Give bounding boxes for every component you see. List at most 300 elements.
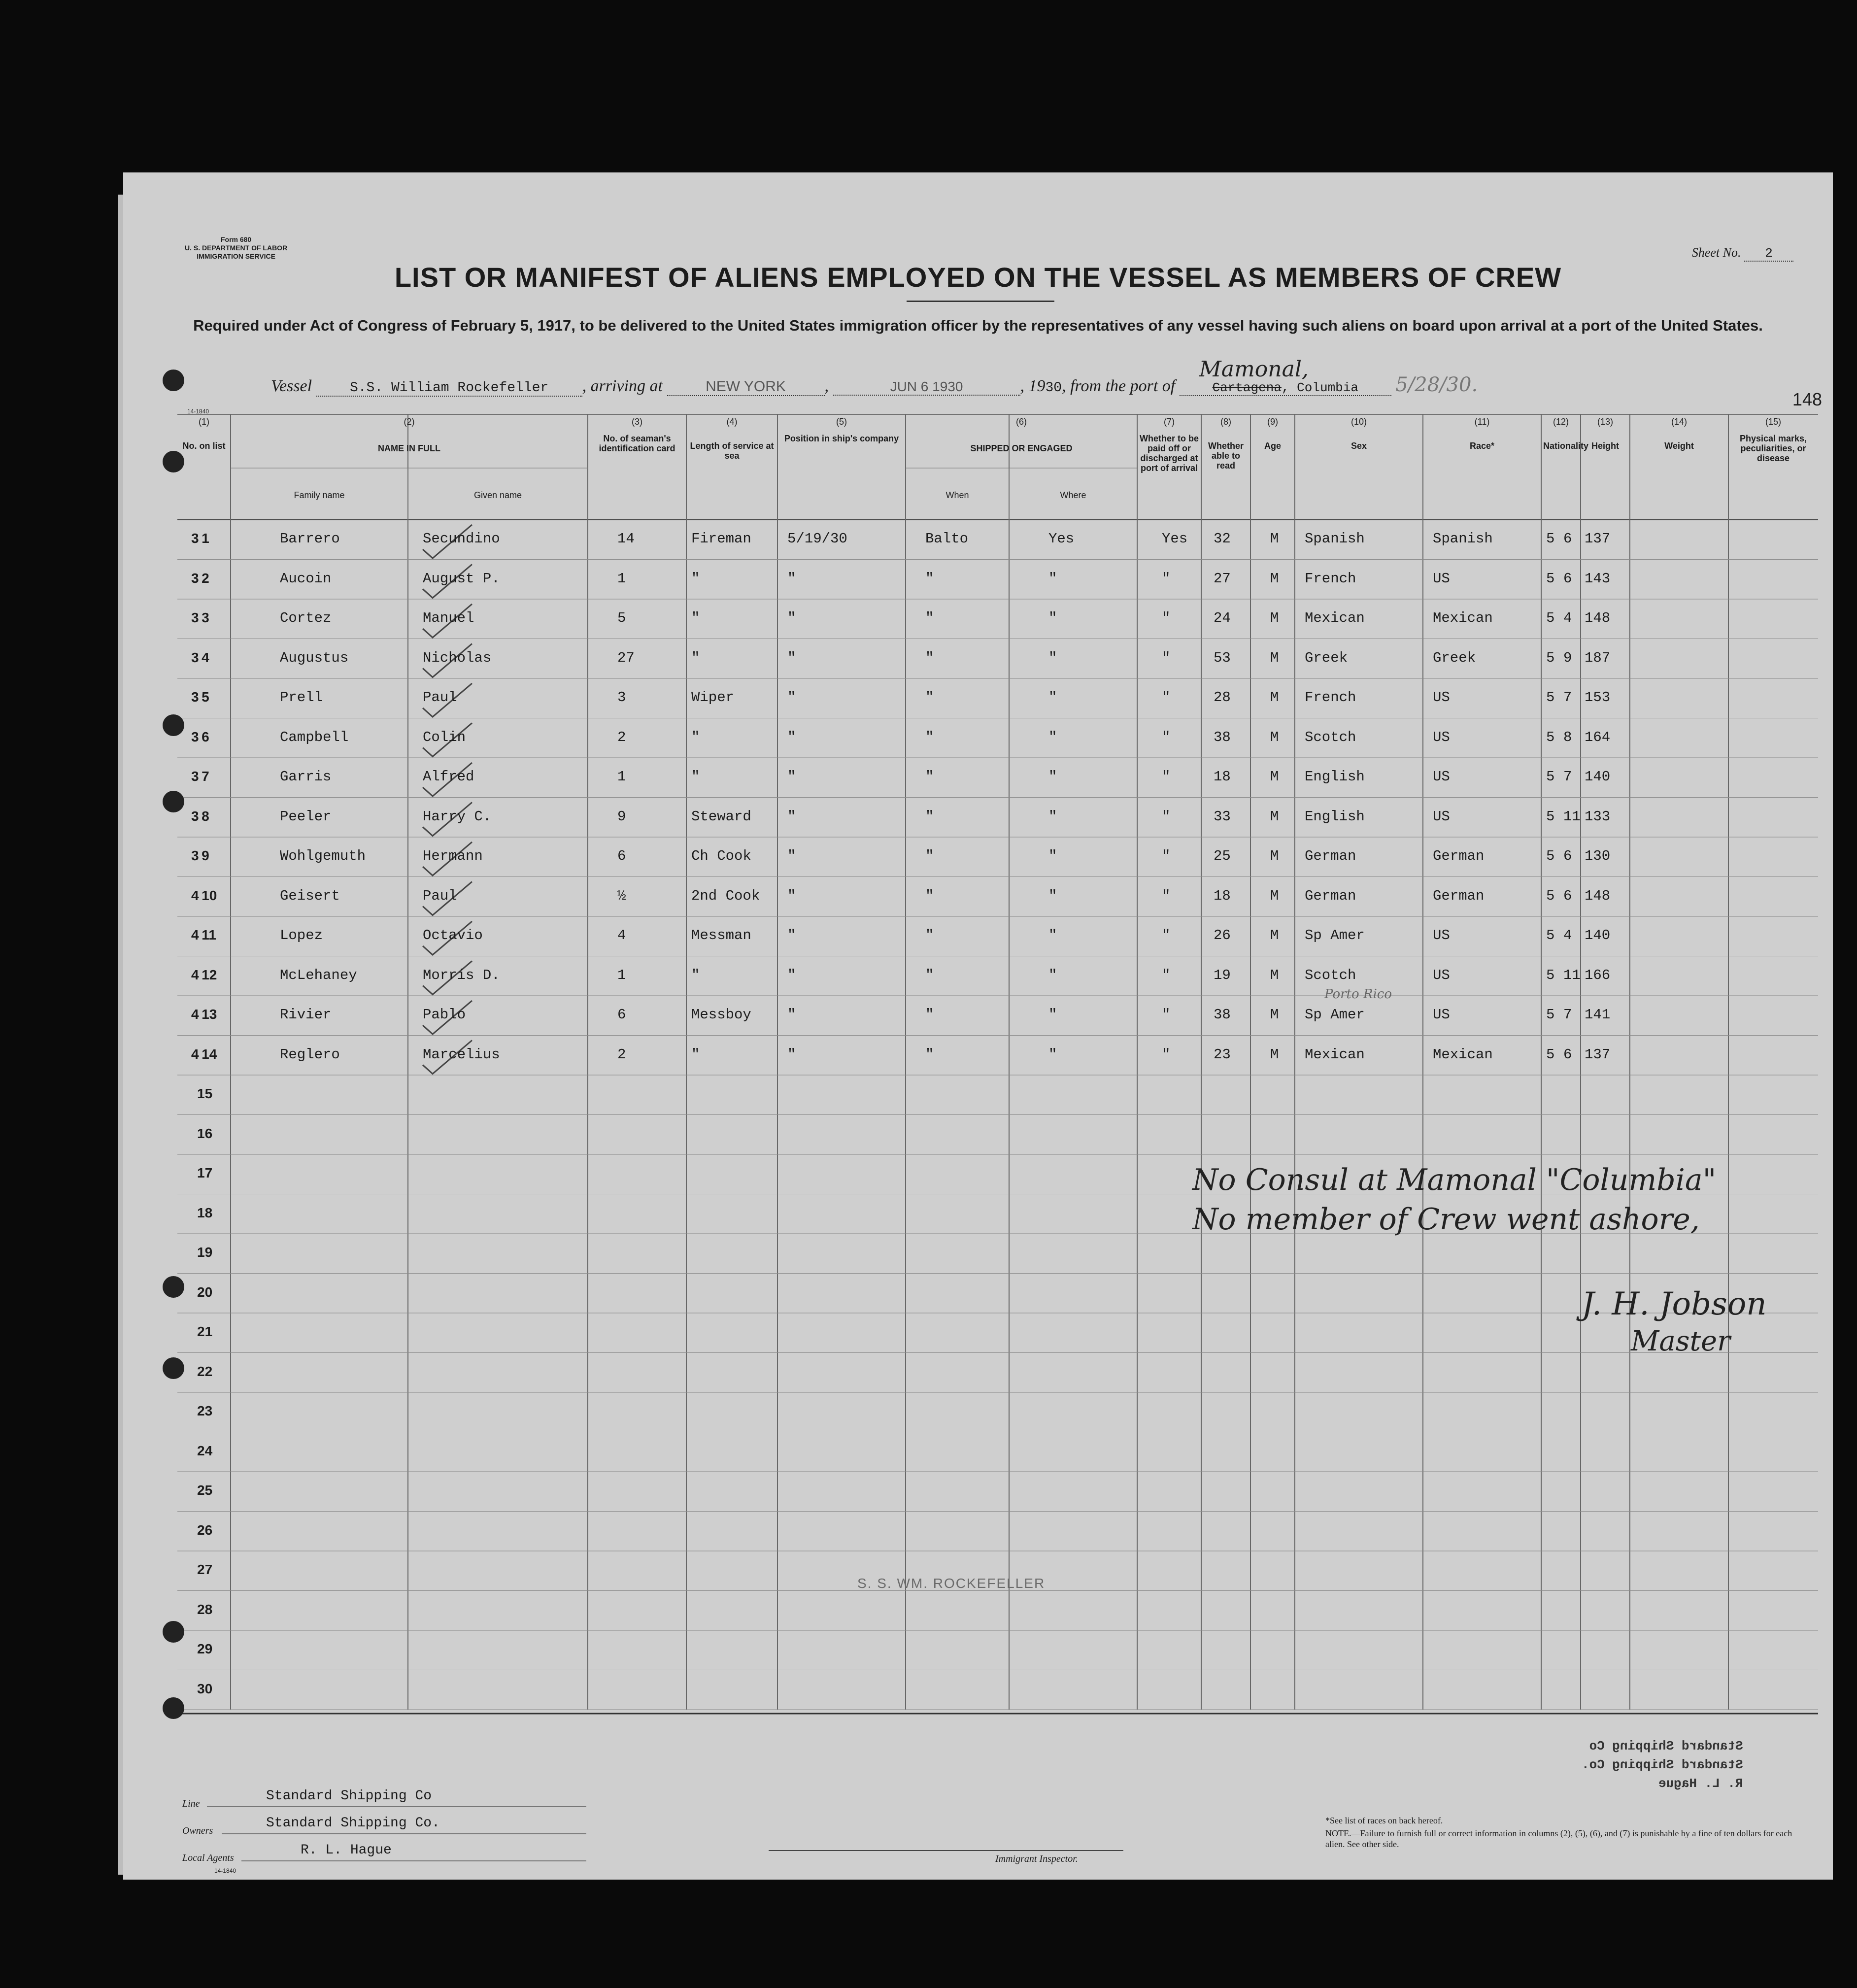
form-code-top: 14-1840 — [187, 408, 209, 415]
height-feet: 5 — [1546, 887, 1555, 904]
family-name: Reglero — [280, 1046, 340, 1063]
from-port-crossed: Cartagena — [1212, 380, 1282, 395]
form-code-bottom: 14-1840 — [214, 1867, 236, 1874]
given-name: Nicholas — [423, 649, 492, 666]
punch-hole — [163, 1621, 184, 1643]
age: 33 — [1214, 808, 1231, 825]
from-port-label: , from the port of — [1062, 377, 1176, 395]
age: 32 — [1214, 531, 1231, 547]
weight: 141 — [1585, 1007, 1611, 1023]
paid-off: " — [1048, 1007, 1057, 1023]
department-name: U. S. DEPARTMENT OF LABOR — [185, 244, 288, 252]
column-number: (11) — [1474, 417, 1490, 427]
shipped-where: Balto — [925, 531, 969, 547]
able-to-read: " — [1162, 729, 1171, 745]
sex: M — [1270, 927, 1279, 943]
column-header: Length of service at sea — [690, 441, 774, 461]
column-subheader: When — [945, 490, 969, 500]
column-number: (2) — [404, 417, 415, 427]
age: 28 — [1214, 689, 1231, 706]
paid-off: " — [1048, 967, 1057, 983]
height-inches: 4 — [1563, 927, 1572, 943]
height-inches: 6 — [1563, 531, 1572, 547]
paid-off: " — [1048, 649, 1057, 666]
family-name: Augustus — [280, 649, 349, 666]
height-feet: 5 — [1546, 769, 1555, 785]
vessel-line: Vessel S.S. William Rockefeller , arriving at NEW YORK , JUN 6 1930 , 1930, from the port of Cartagena, Columbia Mamonal, 5/28/30. — [271, 357, 1478, 396]
punch-hole — [163, 451, 184, 472]
height-inches: 9 — [1563, 649, 1572, 666]
punch-hole — [163, 1276, 184, 1298]
paid-off: " — [1048, 769, 1057, 785]
sex: M — [1270, 531, 1279, 547]
inspector-label: Immigrant Inspector. — [995, 1853, 1078, 1864]
position: Fireman — [691, 531, 751, 547]
row-number: 21 — [197, 1324, 213, 1339]
height-feet: 5 — [1546, 610, 1555, 626]
height-feet: 5 — [1546, 1007, 1555, 1023]
row-number: 4 13 — [191, 1007, 217, 1022]
height-inches: 6 — [1563, 570, 1572, 587]
stamp-line-1: Standard Shipping Co — [1589, 1739, 1743, 1753]
able-to-read: " — [1162, 689, 1171, 706]
page-title: LIST OR MANIFEST OF ALIENS EMPLOYED ON THE VESSEL AS MEMBERS OF CREW — [394, 262, 1562, 293]
race: English — [1305, 769, 1365, 785]
sex: M — [1270, 689, 1279, 706]
race: German — [1305, 848, 1356, 864]
service-length: 4 — [617, 927, 626, 943]
family-name: McLehaney — [280, 967, 357, 983]
departure-date-handwritten: 5/28/30. — [1395, 373, 1478, 396]
row-number: 16 — [197, 1125, 213, 1141]
paid-off: " — [1048, 808, 1057, 825]
given-name: Colin — [423, 729, 466, 745]
able-to-read: " — [1162, 887, 1171, 904]
shipped-where: " — [925, 808, 934, 825]
family-name: Garris — [280, 769, 332, 785]
weight: 166 — [1585, 967, 1611, 983]
race: Scotch — [1305, 729, 1356, 745]
row-number: 30 — [197, 1681, 213, 1696]
form-identifier — [185, 236, 287, 261]
position: Wiper — [691, 689, 735, 706]
service-length: ½ — [617, 887, 626, 904]
row-number: 17 — [197, 1165, 213, 1180]
sheet-number-label: Sheet No. — [1691, 245, 1741, 260]
family-name: Campbell — [280, 729, 349, 745]
title-rule — [907, 301, 1054, 302]
column-number: (6) — [1016, 417, 1027, 427]
paid-off: " — [1048, 848, 1057, 864]
service-length: 6 — [617, 1007, 626, 1023]
column-number: (1) — [199, 417, 209, 427]
position: Steward — [691, 808, 751, 825]
sheet-number-value: 2 — [1744, 246, 1793, 262]
service-length: 1 — [617, 570, 626, 587]
age: 27 — [1214, 570, 1231, 587]
row-number: 19 — [197, 1245, 213, 1260]
line-value: Standard Shipping Co — [266, 1788, 432, 1804]
row-number: 4 11 — [191, 927, 216, 943]
crew-table — [177, 414, 1818, 1759]
vessel-watermark: S. S. WM. ROCKEFELLER — [857, 1576, 1046, 1591]
row-number: 4 12 — [191, 967, 217, 982]
weight: 164 — [1585, 729, 1611, 745]
shipped-where: " — [925, 848, 934, 864]
row-number: 15 — [197, 1086, 213, 1101]
nationality: German — [1433, 887, 1485, 904]
position: " — [691, 1046, 700, 1063]
shipped-where: " — [925, 1046, 934, 1063]
age: 25 — [1214, 848, 1231, 864]
weight: 140 — [1585, 769, 1611, 785]
column-header: Race* — [1469, 441, 1495, 451]
given-name: Manuel — [423, 610, 474, 626]
from-country: Columbia — [1297, 380, 1358, 395]
family-name: Aucoin — [280, 570, 332, 587]
weight: 137 — [1585, 1046, 1611, 1063]
column-number: (9) — [1267, 417, 1278, 427]
shipped-when: " — [787, 887, 796, 904]
height-feet: 5 — [1546, 689, 1555, 706]
sex: M — [1270, 848, 1279, 864]
shipped-when: " — [787, 570, 796, 587]
position: Messboy — [691, 1007, 751, 1023]
column-number: (3) — [632, 417, 642, 427]
position: Ch Cook — [691, 848, 751, 864]
manifest-sheet — [123, 172, 1833, 1880]
arrival-port: NEW YORK — [667, 378, 825, 396]
row-number: 3 6 — [191, 729, 209, 744]
height-feet: 5 — [1546, 848, 1555, 864]
nationality: US — [1433, 729, 1450, 745]
race: Mexican — [1305, 610, 1365, 626]
paid-off: " — [1048, 927, 1057, 943]
sex: M — [1270, 1007, 1279, 1023]
row-number: 3 7 — [191, 769, 209, 784]
punch-hole — [163, 370, 184, 391]
agents-label: Local Agents — [182, 1853, 234, 1863]
service-length: 6 — [617, 848, 626, 864]
shipped-when: " — [787, 848, 796, 864]
column-number: (15) — [1765, 417, 1781, 427]
shipped-where: " — [925, 927, 934, 943]
master-title: Master — [1631, 1325, 1730, 1357]
height-inches: 6 — [1563, 887, 1572, 904]
column-header: No. of seaman's identification card — [599, 434, 675, 453]
column-header: NAME IN FULL — [378, 443, 440, 453]
position: " — [691, 649, 700, 666]
position: " — [691, 769, 700, 785]
paid-off: " — [1048, 1046, 1057, 1063]
age: 18 — [1214, 769, 1231, 785]
nationality: Mexican — [1433, 1046, 1493, 1063]
shipped-where: " — [925, 610, 934, 626]
paid-off: " — [1048, 610, 1057, 626]
nationality: US — [1433, 967, 1450, 983]
nationality: US — [1433, 689, 1450, 706]
shipped-when: " — [787, 808, 796, 825]
service-length: 9 — [617, 808, 626, 825]
paid-off: " — [1048, 689, 1057, 706]
age: 38 — [1214, 1007, 1231, 1023]
shipped-where: " — [925, 1007, 934, 1023]
weight: 148 — [1585, 610, 1611, 626]
service-length: 3 — [617, 689, 626, 706]
nationality: Spanish — [1433, 531, 1493, 547]
stamp-line-2: Standard Shipping Co. — [1582, 1757, 1743, 1772]
arrival-year: 30 — [1045, 380, 1062, 396]
row-number: 3 3 — [191, 610, 209, 625]
column-subheader: Where — [1060, 490, 1086, 500]
age: 23 — [1214, 1046, 1231, 1063]
height-inches: 6 — [1563, 848, 1572, 864]
sex: M — [1270, 967, 1279, 983]
weight: 148 — [1585, 887, 1611, 904]
position: Messman — [691, 927, 751, 943]
owners-value: Standard Shipping Co. — [266, 1816, 440, 1831]
service-length: 5 — [617, 610, 626, 626]
height-inches: 11 — [1563, 967, 1581, 983]
age: 26 — [1214, 927, 1231, 943]
height-inches: 6 — [1563, 1046, 1572, 1063]
column-number: (12) — [1553, 417, 1569, 427]
from-port-handwritten: Mamonal, — [1199, 357, 1309, 382]
annotation-line-1: No Consul at Mamonal "Columbia" — [1192, 1163, 1717, 1197]
sex: M — [1270, 570, 1279, 587]
shipped-when: " — [787, 649, 796, 666]
from-port-field: Cartagena, Columbia Mamonal, — [1180, 380, 1391, 396]
paid-off: " — [1048, 570, 1057, 587]
column-subheader: Given name — [473, 490, 522, 500]
row-number: 29 — [197, 1641, 213, 1656]
column-number: (4) — [726, 417, 738, 427]
able-to-read: " — [1162, 769, 1171, 785]
given-name: Secundino — [423, 531, 500, 547]
service-name: IMMIGRATION SERVICE — [197, 252, 275, 260]
year-prefix: , 19 — [1020, 377, 1046, 395]
vessel-label: Vessel — [271, 377, 312, 395]
given-name: Pablo — [423, 1007, 466, 1023]
shipped-when: " — [787, 610, 796, 626]
column-subheader: Family name — [294, 490, 345, 500]
shipped-when: " — [787, 769, 796, 785]
family-name: Rivier — [280, 1007, 332, 1023]
row-number: 3 5 — [191, 689, 209, 705]
nationality: Greek — [1433, 649, 1476, 666]
column-header: Nationality — [1543, 441, 1589, 451]
shipped-where: " — [925, 967, 934, 983]
column-number: (5) — [836, 417, 847, 427]
row-number: 25 — [197, 1483, 213, 1498]
column-header: Age — [1264, 441, 1281, 451]
row-number: 22 — [197, 1363, 213, 1379]
able-to-read: " — [1162, 570, 1171, 587]
nationality: US — [1433, 927, 1450, 943]
nationality: US — [1433, 769, 1450, 785]
service-length: 2 — [617, 729, 626, 745]
punch-hole — [163, 1697, 184, 1719]
form-number: Form 680 — [220, 236, 252, 243]
row-number: 4 14 — [191, 1046, 217, 1062]
height-feet: 5 — [1546, 967, 1555, 983]
able-to-read: " — [1162, 649, 1171, 666]
column-number: (8) — [1220, 417, 1231, 427]
row-number: 20 — [197, 1284, 213, 1300]
given-name: Hermann — [423, 848, 483, 864]
shipped-when: " — [787, 729, 796, 745]
race: Greek — [1305, 649, 1348, 666]
able-to-read: " — [1162, 610, 1171, 626]
paid-off: Yes — [1048, 531, 1075, 547]
sex: M — [1270, 887, 1279, 904]
stamp-line-3: R. L. Hague — [1658, 1776, 1743, 1791]
weight: 143 — [1585, 570, 1611, 587]
height-feet: 5 — [1546, 649, 1555, 666]
weight: 133 — [1585, 808, 1611, 825]
line-label: Line — [182, 1798, 200, 1809]
weight: 153 — [1585, 689, 1611, 706]
given-name: Alfred — [423, 769, 474, 785]
shipped-where: " — [925, 649, 934, 666]
sex: M — [1270, 649, 1279, 666]
column-number: (10) — [1351, 417, 1367, 427]
service-length: 2 — [617, 1046, 626, 1063]
given-name: August P. — [423, 570, 500, 587]
height-feet: 5 — [1546, 808, 1555, 825]
nationality: US — [1433, 808, 1450, 825]
shipped-when: " — [787, 1007, 796, 1023]
row-number: 3 9 — [191, 848, 209, 863]
column-header: Weight — [1664, 441, 1694, 451]
sex: M — [1270, 808, 1279, 825]
races-note: *See list of races on back hereof. — [1325, 1816, 1443, 1825]
column-header: Whether able to read — [1208, 441, 1244, 471]
column-header: Position in ship's company — [784, 434, 899, 443]
column-header: Physical marks, peculiarities, or disease — [1739, 434, 1807, 463]
row-number: 3 8 — [191, 808, 209, 824]
nationality: US — [1433, 570, 1450, 587]
sex: M — [1270, 729, 1279, 745]
height-inches: 11 — [1563, 808, 1581, 825]
weight: 140 — [1585, 927, 1611, 943]
nationality: US — [1433, 1007, 1450, 1023]
shipped-where: " — [925, 887, 934, 904]
row-number: 18 — [197, 1205, 213, 1220]
service-length: 1 — [617, 967, 626, 983]
race: Sp Amer — [1305, 927, 1365, 943]
race-note: Porto Rico — [1324, 987, 1392, 1002]
able-to-read: " — [1162, 1007, 1171, 1023]
row-number: 23 — [197, 1403, 213, 1418]
column-number: (7) — [1164, 417, 1175, 427]
shipped-when: 5/19/30 — [787, 531, 847, 547]
column-header: SHIPPED OR ENGAGED — [970, 443, 1073, 453]
nationality: Mexican — [1433, 610, 1493, 626]
column-header: No. on list — [182, 441, 226, 451]
able-to-read: " — [1162, 848, 1171, 864]
age: 18 — [1214, 887, 1231, 904]
paid-off: " — [1048, 729, 1057, 745]
punch-hole — [163, 791, 184, 812]
given-name: Morris D. — [423, 967, 500, 983]
row-number: 4 10 — [191, 887, 217, 903]
family-name: Prell — [280, 689, 323, 706]
position: " — [691, 570, 700, 587]
arrival-date-stamp: JUN 6 1930 — [833, 379, 1020, 396]
column-header: Sex — [1351, 441, 1367, 451]
family-name: Barrero — [280, 531, 340, 547]
owners-label: Owners — [182, 1825, 213, 1836]
mirrored-stamp — [1582, 1737, 1743, 1793]
height-inches: 7 — [1563, 769, 1572, 785]
weight: 137 — [1585, 531, 1611, 547]
vessel-name: S.S. William Rockefeller — [316, 380, 582, 397]
column-number: (13) — [1597, 417, 1613, 427]
height-feet: 5 — [1546, 729, 1555, 745]
race: English — [1305, 808, 1365, 825]
position: " — [691, 967, 700, 983]
punch-hole — [163, 714, 184, 736]
shipped-when: " — [787, 1046, 796, 1063]
row-number: 3 2 — [191, 570, 209, 586]
service-length: 1 — [617, 769, 626, 785]
shipped-where: " — [925, 769, 934, 785]
paid-off: " — [1048, 887, 1057, 904]
shipped-where: " — [925, 729, 934, 745]
row-number: 24 — [197, 1443, 213, 1458]
sex: M — [1270, 1046, 1279, 1063]
able-to-read: " — [1162, 927, 1171, 943]
row-number: 3 1 — [191, 531, 209, 546]
sheet-number — [1692, 245, 1793, 262]
annotation-line-2: No member of Crew went ashore, — [1192, 1202, 1700, 1237]
race: French — [1305, 689, 1356, 706]
race: Sp Amer — [1305, 1007, 1365, 1023]
position: " — [691, 729, 700, 745]
race: Mexican — [1305, 1046, 1365, 1063]
height-feet: 5 — [1546, 1046, 1555, 1063]
weight: 130 — [1585, 848, 1611, 864]
family-name: Lopez — [280, 927, 323, 943]
able-to-read: " — [1162, 1046, 1171, 1063]
arriving-label: , arriving at — [582, 377, 663, 395]
height-inches: 8 — [1563, 729, 1572, 745]
age: 19 — [1214, 967, 1231, 983]
shipped-when: " — [787, 927, 796, 943]
agents-value: R. L. Hague — [301, 1843, 392, 1858]
nationality: German — [1433, 848, 1485, 864]
given-name: Marcelius — [423, 1046, 500, 1063]
height-inches: 7 — [1563, 689, 1572, 706]
family-name: Wohlgemuth — [280, 848, 366, 864]
master-signature: J. H. Jobson — [1582, 1286, 1767, 1322]
page-subtitle: Required under Act of Congress of February 5, 1917, to be delivered to the United States immigration officer by the representatives of any vessel having such aliens on board upon arrival at a port of the United States. — [193, 317, 1763, 334]
given-name: Harry C. — [423, 808, 492, 825]
column-number: (14) — [1671, 417, 1687, 427]
shipped-when: " — [787, 689, 796, 706]
shipped-when: " — [787, 967, 796, 983]
age: 38 — [1214, 729, 1231, 745]
age: 53 — [1214, 649, 1231, 666]
family-name: Peeler — [280, 808, 332, 825]
given-name: Octavio — [423, 927, 483, 943]
row-number: 3 4 — [191, 649, 209, 665]
page-number: 148 — [1792, 389, 1822, 409]
able-to-read: " — [1162, 808, 1171, 825]
column-header: Whether to be paid off or discharged at port of arrival — [1140, 434, 1199, 473]
given-name: Paul — [423, 887, 457, 904]
